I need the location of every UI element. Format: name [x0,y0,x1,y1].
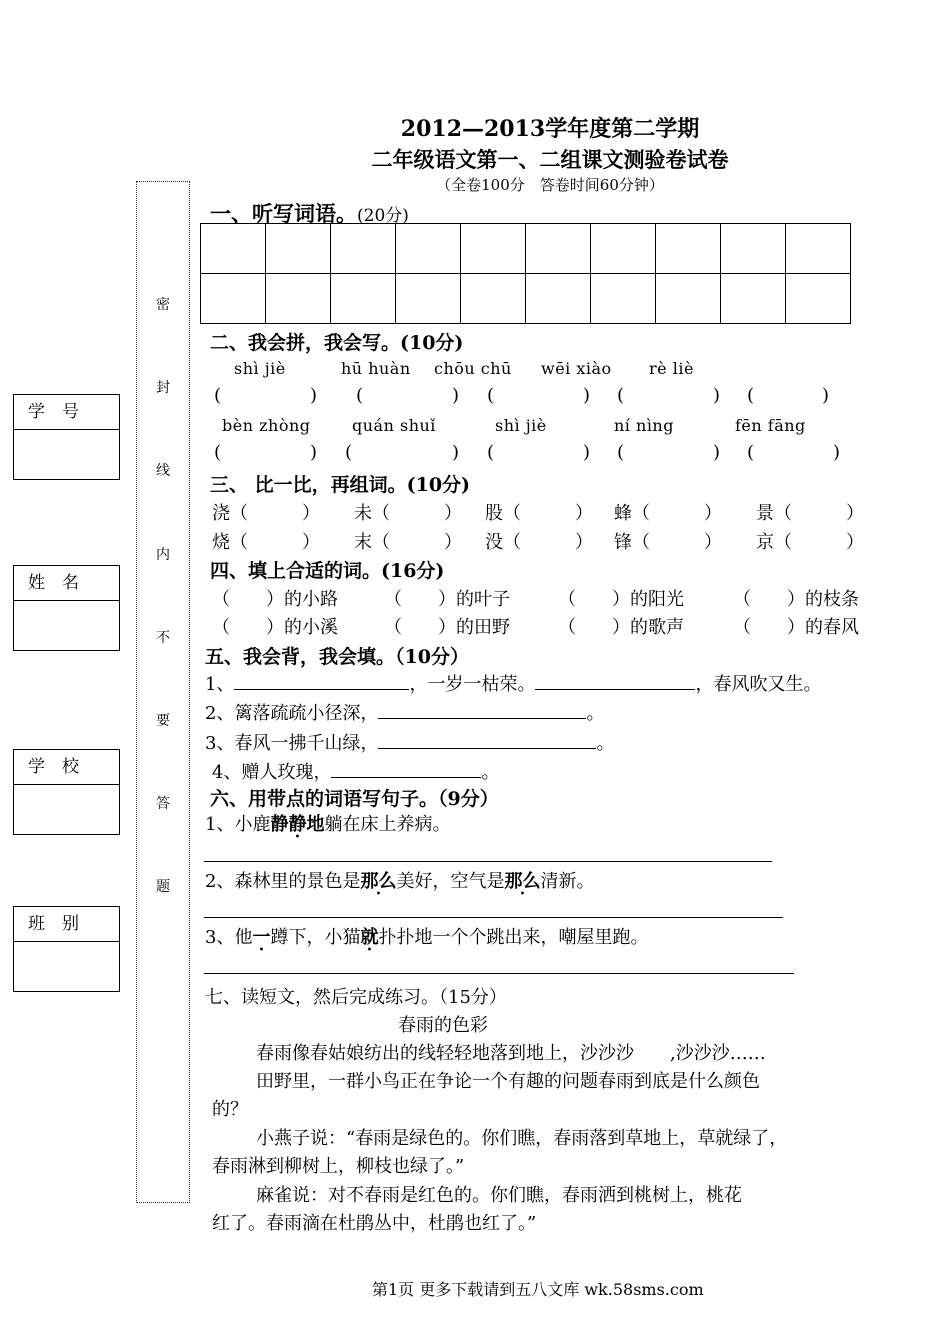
paren-close: ) [452,442,460,463]
dotted-word: 静静地 [270,814,325,835]
dotted-word: 那么 [504,871,541,892]
exam-title-year: 2012—2013学年度第二学期 [400,116,700,142]
section-3-title: 三、 比一比，再组词。(10分) [210,474,471,496]
paren-open: ( [747,385,755,406]
recite-text: ，一岁一枯荣。 [409,674,536,695]
paren-close: ) [310,385,318,406]
pinyin: hū huàn [341,359,411,378]
compare-item: 景（ ） [756,503,864,524]
grid-cell[interactable] [591,274,656,324]
fill-word-item: （ ）的田野 [384,617,510,638]
grid-cell[interactable] [461,274,526,324]
section-6-title: 六、用带点的词语写句子。（9分） [210,788,499,810]
grid-cell[interactable] [721,274,786,324]
pinyin: quán shuǐ [352,416,436,435]
paren-close: ) [310,442,318,463]
story-paragraph: 麻雀说：对不春雨是红色的。你们瞧，春雨洒到桃树上，桃花 [256,1185,742,1206]
page-footer: 第1页 更多下载请到五八文库 wk.58sms.com [372,1280,704,1299]
paren-open: ( [214,385,222,406]
question-text: 扑扑地一个个跳出来，嘲屋里跑。 [378,927,649,948]
grid-cell[interactable] [201,274,266,324]
pinyin: bèn zhòng [222,416,311,435]
answer-line[interactable] [204,861,772,862]
fill-word-item: （ ）的阳光 [558,589,684,610]
paren-open: ( [617,385,625,406]
grid-cell[interactable] [461,224,526,274]
answer-blank[interactable] [378,730,596,749]
paren-close: ) [713,385,721,406]
compare-item: 没（ ） [485,532,593,553]
recite-text: 3、春风一拂千山绿， [205,733,379,754]
question-text: 美好，空气是 [396,871,505,892]
dictation-grid [200,223,851,324]
paren-close: ) [583,442,591,463]
recite-text: 2、篱落疏疏小径深， [205,703,379,724]
story-paragraph: 春雨淋到柳树上，柳枝也绿了。” [212,1156,465,1177]
paren-open: ( [747,442,755,463]
seal-char: 线 [156,463,170,479]
grid-cell[interactable] [656,224,721,274]
paren-open: ( [487,385,495,406]
dotted-word: 那么 [360,871,397,892]
answer-blank[interactable] [234,671,409,690]
fill-word-item: （ ）的春风 [733,617,859,638]
recite-line-3 [205,729,614,755]
paren-close: ) [583,385,591,406]
student-name-box[interactable] [13,565,120,651]
recite-number: 1、 [205,674,235,695]
compare-item: 末（ ） [354,532,462,553]
student-name-label: 姓 名 [14,566,119,601]
seal-char: 密 [156,297,170,313]
pinyin: shì jiè [495,416,547,435]
seal-char: 封 [156,380,170,396]
class-box[interactable] [13,906,120,992]
recite-text: 。 [596,733,615,754]
question-text: 蹲下，小猫 [270,927,361,948]
question-text: 躺在床上养病。 [324,814,451,835]
story-paragraph: 春雨像春姑娘纺出的线轻轻地落到地上，沙沙沙 ,沙沙沙…… [256,1043,766,1064]
question-text: 清新。 [540,871,595,892]
pinyin: wēi xiào [541,359,612,378]
paren-close: ) [452,385,460,406]
class-label: 班 别 [14,907,119,942]
recite-line-4 [212,758,499,784]
compare-item: 蜂（ ） [614,503,722,524]
story-paragraph: 小燕子说：“春雨是绿色的。你们瞧，春雨落到草地上，草就绿了， [256,1128,788,1149]
paren-open: ( [214,442,222,463]
recite-text: ，春风吹又生。 [695,674,822,695]
question-text: 3、他 [205,927,253,948]
seal-char: 不 [156,630,170,646]
compare-item: 股（ ） [485,503,593,524]
school-box[interactable] [13,749,120,835]
seal-char: 内 [156,547,170,563]
recite-text: 。 [586,703,605,724]
student-number-box[interactable] [13,394,120,480]
answer-line[interactable] [204,917,783,918]
fill-word-item: （ ）的小路 [212,589,338,610]
recite-line-2 [205,699,604,725]
paren-close: ) [822,385,830,406]
grid-cell[interactable] [266,224,331,274]
seal-char: 答 [156,796,170,812]
grid-cell[interactable] [591,224,656,274]
answer-line[interactable] [204,973,794,974]
grid-cell[interactable] [331,274,396,324]
question-text: 2、森林里的景色是 [205,871,361,892]
section-7-title: 七、读短文，然后完成练习。（15分） [205,987,507,1008]
seal-line-strip [136,181,190,1203]
pinyin: ní nìng [614,416,674,435]
grid-cell[interactable] [266,274,331,324]
paren-open: ( [345,442,353,463]
dotted-word: 一 [252,927,271,948]
paren-open: ( [617,442,625,463]
recite-line-1 [205,670,821,696]
answer-blank[interactable] [331,759,481,778]
answer-blank[interactable] [378,700,586,719]
fill-word-item: （ ）的小溪 [212,617,338,638]
pinyin: chōu chū [434,359,512,378]
student-number-label: 学 号 [14,395,119,430]
seal-char: 题 [156,879,170,895]
compare-item: 京（ ） [756,532,864,553]
paren-open: ( [487,442,495,463]
fill-word-item: （ ）的叶子 [384,589,510,610]
grid-cell[interactable] [331,224,396,274]
sentence-question-2 [205,867,594,893]
pinyin: fēn fāng [735,416,806,435]
grid-cell[interactable] [201,224,266,274]
compare-item: 未（ ） [354,503,462,524]
grid-cell[interactable] [721,224,786,274]
answer-blank[interactable] [535,671,695,690]
story-paragraph: 的？ [212,1099,248,1120]
fill-word-item: （ ）的枝条 [733,589,859,610]
grid-cell[interactable] [396,224,461,274]
paren-close: ) [713,442,721,463]
story-title: 春雨的色彩 [398,1015,488,1036]
fill-word-item: （ ）的歌声 [558,617,684,638]
section-4-title: 四、填上合适的词。(16分) [210,560,445,582]
pinyin: shì jiè [234,359,286,378]
story-paragraph: 红了。春雨滴在杜鹃丛中，杜鹃也红了。” [212,1213,537,1234]
section-2-title: 二、我会拼，我会写。(10分) [210,332,464,354]
story-paragraph: 田野里，一群小鸟正在争论一个有趣的问题春雨到底是什么颜色 [256,1071,760,1092]
pinyin: rè liè [649,359,694,378]
compare-item: 烧（ ） [212,532,320,553]
sentence-question-3 [205,923,648,949]
grid-cell[interactable] [786,224,851,274]
recite-text: 。 [481,762,500,783]
school-label: 学 校 [14,750,119,785]
compare-item: 锋（ ） [614,532,722,553]
section-1-heading: 一、听写词语。 [210,201,357,226]
compare-item: 浇（ ） [212,503,320,524]
sentence-question-1 [205,810,450,836]
grid-cell[interactable] [526,224,591,274]
paren-open: ( [356,385,364,406]
question-text: 1、小鹿 [205,814,271,835]
grid-cell[interactable] [396,274,461,324]
exam-subtitle: （全卷100分 答卷时间60分钟） [436,176,664,194]
exam-title-subject: 二年级语文第一、二组课文测验卷试卷 [371,147,729,172]
paren-close: ) [833,442,841,463]
section-1-score: (20分) [357,206,409,226]
seal-char: 要 [156,713,170,729]
section-5-title: 五、我会背，我会填。（10分） [205,646,469,668]
dotted-word: 就 [360,927,379,948]
grid-cell[interactable] [786,274,851,324]
grid-cell[interactable] [526,274,591,324]
grid-cell[interactable] [656,274,721,324]
recite-text: 4、赠人玫瑰， [212,762,332,783]
